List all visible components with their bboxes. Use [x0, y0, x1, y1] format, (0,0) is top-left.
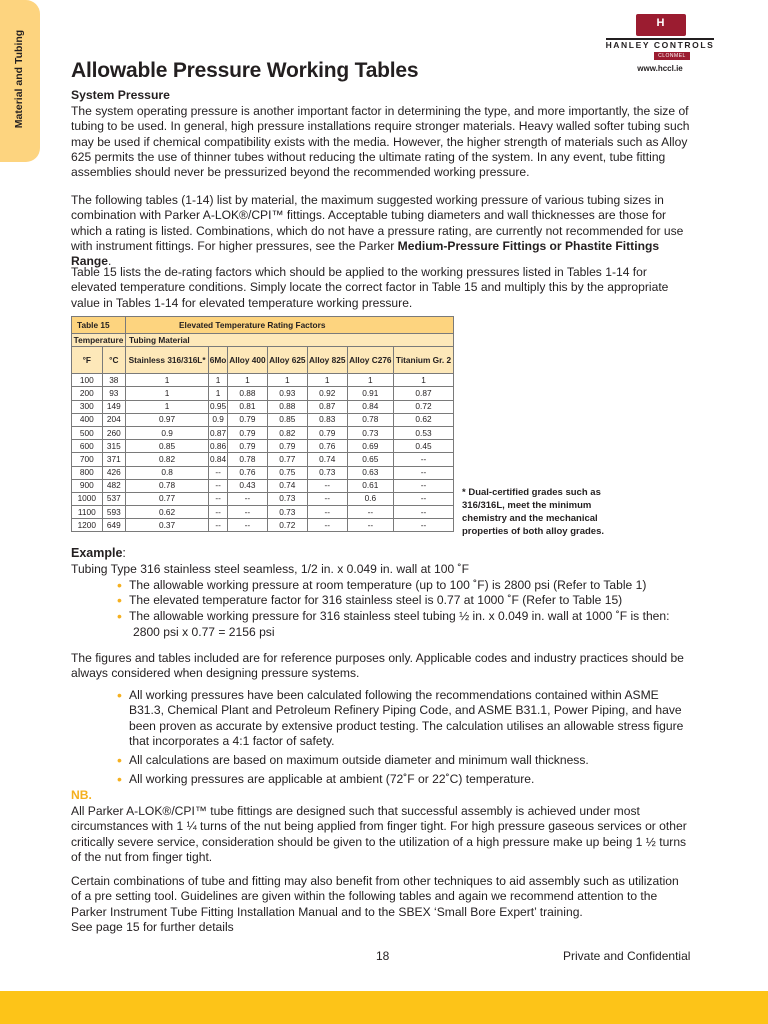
table-cell: 0.72 [267, 519, 307, 532]
table-cell: 149 [102, 400, 125, 413]
section-heading: System Pressure [71, 88, 170, 102]
table-cell: 1200 [72, 519, 103, 532]
table-cell: 371 [102, 453, 125, 466]
table-cell: 0.73 [347, 426, 393, 439]
table-cell: 649 [102, 519, 125, 532]
column-header: 6Mo [209, 347, 228, 374]
dual-cert-footnote: * Dual-certified grades such as 316/316L, meet the minimum chemistry and the mechanical properties of both alloy grades. [462, 487, 604, 537]
table-cell: 0.85 [126, 440, 209, 453]
table-cell: -- [347, 506, 393, 519]
table-cell: -- [227, 506, 267, 519]
column-header: Stainless 316/316L* [126, 347, 209, 374]
table-cell: 0.82 [126, 453, 209, 466]
table-cell: 500 [72, 426, 103, 439]
table-cell: 0.79 [307, 426, 347, 439]
table-cell: 0.88 [227, 387, 267, 400]
logo-city: CLONMEL [654, 52, 690, 60]
group-temperature: Temperature [72, 334, 126, 347]
table-cell: -- [347, 519, 393, 532]
table-cell: 0.37 [126, 519, 209, 532]
table-cell: 0.76 [227, 466, 267, 479]
table-cell: -- [209, 479, 228, 492]
reference-bullets [117, 688, 697, 788]
table-cell: 0.62 [126, 506, 209, 519]
column-header: Titanium Gr. 2 [394, 347, 454, 374]
table-cell: 0.79 [267, 440, 307, 453]
table-cell: -- [209, 506, 228, 519]
column-header: Alloy 400 [227, 347, 267, 374]
table-cell: 100 [72, 374, 103, 387]
table-header-row [72, 347, 454, 374]
table-cell: 0.97 [126, 413, 209, 426]
bullet-icon: • [117, 607, 122, 624]
table-cell: 260 [102, 426, 125, 439]
bullet-icon: • [117, 592, 122, 609]
table-cell: -- [307, 492, 347, 505]
table-cell: 537 [102, 492, 125, 505]
table-cell: -- [209, 519, 228, 532]
table-cell: 0.63 [347, 466, 393, 479]
list-item: • All working pressures have been calculated following the recommendations contained within ASME B31.3, Chemical Plant and Petroleum Refinery Piping Code, and ASME B31.1, Power Piping, and have been proven as accurate by extensive product testing. The calculation utilises an allowable stress figure that incorporates a 4:1 factor of safety. [117, 687, 684, 748]
list-item: • All calculations are based on maximum outside diameter and minimum wall thickness. [117, 752, 589, 769]
table-cell: 0.43 [227, 479, 267, 492]
table-row [72, 466, 454, 479]
table-cell: 0.82 [267, 426, 307, 439]
table-cell: 0.9 [126, 426, 209, 439]
table-cell: 1 [126, 400, 209, 413]
page-number: 18 [376, 949, 390, 963]
table-cell: 0.88 [267, 400, 307, 413]
table-cell: 0.65 [347, 453, 393, 466]
company-logo [600, 14, 720, 74]
bullet-icon: • [117, 771, 122, 788]
table-cell: 700 [72, 453, 103, 466]
group-material: Tubing Material [126, 334, 454, 347]
table-cell: 400 [72, 413, 103, 426]
table-cell: 600 [72, 440, 103, 453]
table-cell: 0.62 [394, 413, 454, 426]
example-bullets [117, 578, 697, 624]
table-cell: -- [307, 506, 347, 519]
paragraph-tables: The following tables (1-14) list by material, the maximum suggested working pressure of various tubing sizes in combination with Parker A-LOK®/CPI™ fittings. Acceptable tubing diameters and wall thicknesses are those for which a rating is listed. Combinations, which do not have a pressure rating, are currently not recommended for use with instrument fittings. For higher pressures, see the Parker Medium-Pressure Fittings or Phastite Fittings Range. [71, 193, 684, 269]
table-cell: 0.95 [209, 400, 228, 413]
table-title-row [72, 317, 454, 334]
table-cell: 0.84 [347, 400, 393, 413]
table-cell: 0.73 [267, 492, 307, 505]
table-row [72, 374, 454, 387]
paragraph-derating: Table 15 lists the de-rating factors which should be applied to the working pressures listed in Tables 1-14 for elevated temperature conditions. Simply locate the correct factor in Table 15 and multiply this by the appropriate value in Tables 1-14 for elevated temperature working pressure. [71, 265, 669, 310]
paragraph-final: Certain combinations of tube and fitting may also benefit from other techniques to aid assembly such as utilization of a pre setting tool. Guidelines are given within the following tables and again we recommend attention to the Parker Instrument Tube Fitting Installation Manual and to the SBEX ‘Small Bore Expert’ training. [71, 874, 679, 919]
table-group-row [72, 334, 454, 347]
table-cell: 38 [102, 374, 125, 387]
table-cell: 0.76 [307, 440, 347, 453]
example-calc: 2800 psi x 0.77 = 2156 psi [133, 625, 275, 639]
table-cell: 0.78 [126, 479, 209, 492]
table-cell: -- [394, 506, 454, 519]
table-cell: -- [394, 492, 454, 505]
paragraph-nb: All Parker A-LOK®/CPI™ tube fittings are designed such that successful assembly is achieved under most circumstances with 1 ¼ turns of the nut being applied from finger tight. For high pressure gaseous services or other critically severe service, consideration should be given to the utilization of a high pressure make up being 1 ½ turns of the nut from finger tight. [71, 804, 687, 864]
table-cell: 0.73 [307, 466, 347, 479]
table-cell: 0.74 [267, 479, 307, 492]
table-cell: 0.78 [227, 453, 267, 466]
list-item: • The allowable working pressure at room temperature (up to 100 ˚F) is 2800 psi (Refer to Table 1) [117, 577, 647, 593]
table-cell: 1100 [72, 506, 103, 519]
table-title: Elevated Temperature Rating Factors [126, 317, 454, 334]
table-cell: -- [394, 466, 454, 479]
table-cell: 426 [102, 466, 125, 479]
column-header: °F [72, 347, 103, 374]
table-body [72, 374, 454, 532]
table-row [72, 413, 454, 426]
table-cell: 1 [347, 374, 393, 387]
logo-url: www.hccl.ie [637, 64, 683, 73]
table-cell: 0.79 [227, 440, 267, 453]
list-item: • All working pressures are applicable at ambient (72˚F or 22˚C) temperature. [117, 771, 535, 788]
table-cell: 0.45 [394, 440, 454, 453]
table-cell: 300 [72, 400, 103, 413]
table-cell: 0.77 [126, 492, 209, 505]
table-cell: 900 [72, 479, 103, 492]
see-page-note: See page 15 for further details [71, 920, 234, 934]
table-cell: 0.8 [126, 466, 209, 479]
table-cell: 0.91 [347, 387, 393, 400]
table-cell: -- [227, 519, 267, 532]
table-cell: -- [227, 492, 267, 505]
table-cell: 482 [102, 479, 125, 492]
table-cell: -- [394, 479, 454, 492]
table-cell: 1 [126, 387, 209, 400]
table-cell: -- [307, 519, 347, 532]
table-cell: 1 [267, 374, 307, 387]
column-header: °C [102, 347, 125, 374]
logo-name: HANLEY CONTROLS [605, 40, 715, 50]
table-cell: 0.79 [227, 426, 267, 439]
table-cell: 1 [394, 374, 454, 387]
table-cell: 0.69 [347, 440, 393, 453]
column-header: Alloy C276 [347, 347, 393, 374]
confidential-label: Private and Confidential [563, 949, 691, 963]
table-cell: -- [394, 453, 454, 466]
table-cell: 0.93 [267, 387, 307, 400]
table-cell: 200 [72, 387, 103, 400]
table-label: Table 15 [72, 317, 126, 334]
table-cell: -- [307, 479, 347, 492]
table-cell: 0.75 [267, 466, 307, 479]
table-cell: 1000 [72, 492, 103, 505]
bullet-icon: • [117, 752, 122, 769]
table-cell: 1 [307, 374, 347, 387]
table-row [72, 453, 454, 466]
table-cell: 93 [102, 387, 125, 400]
table-cell: 0.79 [227, 413, 267, 426]
page-title: Allowable Pressure Working Tables [71, 59, 419, 82]
table-cell: 0.53 [394, 426, 454, 439]
table-row [72, 387, 454, 400]
list-item: • The allowable working pressure for 316 stainless steel tubing ½ in. x 0.049 in. wall at 1000 ˚F is then: [117, 607, 670, 624]
paragraph-system-pressure: The system operating pressure is another important factor in determining the type, and more importantly, the size of tubing to be used. In general, high pressure installations require stronger materials. Heavy walled softer tubing such may be used if chemical compatibility exists with the media. However, the higher strength of materials such as Alloy 625 permits the use of thinner tubes without reducing the ultimate rating of the system. In any event, tube fitting assemblies should never be pressurized beyond the recommended working pressure. [71, 104, 690, 180]
table-cell: 0.78 [347, 413, 393, 426]
side-tab [0, 0, 40, 162]
table-row [72, 400, 454, 413]
table-cell: 0.92 [307, 387, 347, 400]
paragraph-reference: The figures and tables included are for reference purposes only. Applicable codes and industry practices should be always considered when designing pressure systems. [71, 651, 684, 681]
table-cell: 0.9 [209, 413, 228, 426]
table-cell: 0.73 [267, 506, 307, 519]
table-cell: 1 [209, 387, 228, 400]
table-cell: 0.6 [347, 492, 393, 505]
table-cell: 0.61 [347, 479, 393, 492]
table-cell: -- [209, 492, 228, 505]
table-cell: 204 [102, 413, 125, 426]
side-tab-label: Material and Tubing [13, 29, 25, 129]
table-cell: 0.86 [209, 440, 228, 453]
table-row [72, 506, 454, 519]
list-item: • The elevated temperature factor for 316 stainless steel is 0.77 at 1000 ˚F (Refer to Table 15) [117, 592, 623, 609]
table-cell: 0.85 [267, 413, 307, 426]
paragraph-tables-link: Medium-Pressure Fittings or Phastite Fittings Range [71, 238, 660, 269]
table-row [72, 440, 454, 453]
table-cell: 0.87 [307, 400, 347, 413]
column-header: Alloy 825 [307, 347, 347, 374]
table-cell: 0.83 [307, 413, 347, 426]
footer-bar [0, 991, 768, 1024]
table-cell: 0.74 [307, 453, 347, 466]
table-cell: 0.81 [227, 400, 267, 413]
table-cell: 1 [227, 374, 267, 387]
table-row [72, 519, 454, 532]
rating-factors-table [71, 316, 454, 532]
table-cell: -- [394, 519, 454, 532]
table-cell: 1 [209, 374, 228, 387]
table-cell: 0.77 [267, 453, 307, 466]
table-cell: 0.87 [394, 387, 454, 400]
table-row [72, 426, 454, 439]
table-cell: 800 [72, 466, 103, 479]
example-line: Tubing Type 316 stainless steel seamless, 1/2 in. x 0.049 in. wall at 100 ˚F [71, 562, 469, 576]
table-cell: 1 [126, 374, 209, 387]
table-cell: 0.84 [209, 453, 228, 466]
table-cell: 315 [102, 440, 125, 453]
table-cell: 0.72 [394, 400, 454, 413]
bullet-icon: • [117, 577, 122, 593]
table-cell: 593 [102, 506, 125, 519]
column-header: Alloy 625 [267, 347, 307, 374]
table-row [72, 492, 454, 505]
table-cell: -- [209, 466, 228, 479]
table-cell: 0.87 [209, 426, 228, 439]
logo-mark: H [636, 14, 686, 36]
table-row [72, 479, 454, 492]
nb-label: NB. [71, 788, 92, 802]
bullet-icon: • [117, 687, 122, 703]
example-heading: Example: [71, 546, 126, 560]
